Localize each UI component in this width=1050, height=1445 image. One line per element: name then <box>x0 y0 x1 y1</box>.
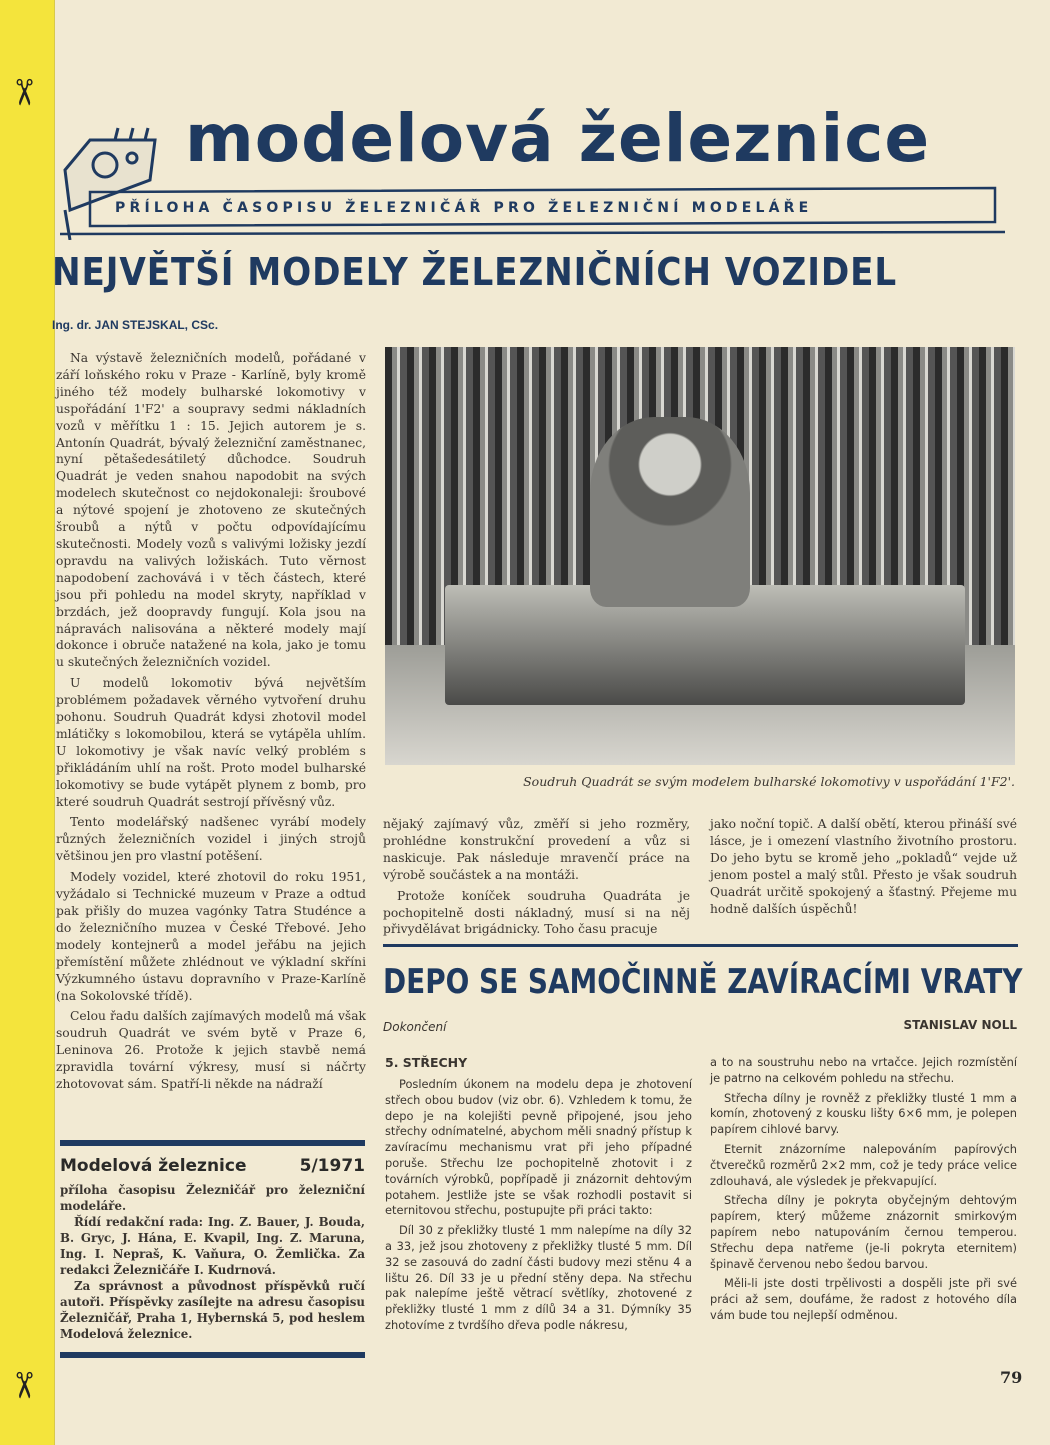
yellow-binding-strip <box>0 0 55 1445</box>
divider <box>383 944 1018 947</box>
article-photo <box>385 347 1015 765</box>
article2-headline: DEPO SE SAMOČINNĚ ZAVÍRACÍMI VRATY <box>383 962 1023 1002</box>
masthead-tagline: PŘÍLOHA ČASOPISU ŽELEZNIČÁŘ PRO ŽELEZNIČNÍ MODELÁŘE <box>115 200 813 216</box>
scissors-icon: ✂ <box>2 77 44 108</box>
control-box-icon <box>65 128 155 210</box>
paragraph: Tento modelářský nadšenec vyrábí modely různých železničních vozidel i jiných strojů většinou jen pro vlastní potěšení. <box>56 815 366 864</box>
paragraph: Protože koníček soudruha Quadráta je pochopitelně dosti nákladný, musí si na něj přivydělávat brigádnicky. Toho času pracuje <box>383 888 690 937</box>
paragraph: Celou řadu dalších zajímavých modelů má však soudruh Quadrát ve svém bytě v Praze 6, Leninova 26. Protože k jejich stavbě nemá zpravidla tovární výkresy, musí si náčrty zhotovovat sám. Spatří-li někde na nádraží <box>56 1009 366 1092</box>
paragraph: příloha časopisu Železničář pro železniční modeláře. <box>60 1183 365 1213</box>
paragraph: nějaký zajímavý vůz, změří si jeho rozměry, prohlédne konstrukční provedení a vůz si naskicuje. Pak následuje mravenčí práce na výrobě součástek a na montáži. <box>383 817 690 882</box>
paragraph: Na výstavě železničních modelů, pořádané v září loňského roku v Praze - Karlíně, byly kromě jiného též modely bulharské lokomotivy v uspořádání 1'F2' a soupravy sedmi nákladních vozů v měřítku 1 : 15. Jejich autorem je s. Antonín Quadrát, bývalý železniční zaměstnanec, nyní pětašedesátiletý důchodce. Soudruh Quadrát je veden snahou napodobit na svých modelech skutečnost co nejdokonaleji: šroubové a nýtové spojení je zhotoveno ze skutečných šroubů a nýtů v počtu odpovídajícímu skutečnosti. Modely vozů s valivými ložisky jezdí opravdu na valivých ložiskách. Tuto věrnost napodobení zachovává i v těch částech, které jsou při pohledu na model skryty, například v brzdách, jež doopravdy fungují. Kola jsou na nápravách nalisována a některé modely mají dokonce i obruče natažené na kola, jako je tomu u skutečných železničních vozidel. <box>56 351 366 670</box>
paragraph: Díl 30 z překližky tlusté 1 mm nalepíme na díly 32 a 33, jež jsou zhotoveny z překližky tlusté 5 mm. Díl 32 se zasouvá do zadní části budovy mezi stěnu 4 a lištu 26. Díl 33 je u přední stěny depa. Na střechu pak nalepíme ještě větrací světlíky, zhotovené z překližky tlusté 1 mm z dílů 34 a 31. Dýmníky 35 zhotovíme z tvrdšího dřeva podle nákresu, <box>385 1223 692 1332</box>
page-number: 79 <box>1000 1368 1023 1387</box>
imprint-box <box>60 1140 365 1358</box>
article-byline: Ing. dr. JAN STEJSKAL, CSc. <box>52 318 219 332</box>
paragraph: jako noční topič. A další obětí, kterou přináší své lásce, je i omezení vlastního životního prostoru. Do jeho bytu se kromě jeho „pokladů“ vejde už jenom postel a malý stůl. Přesto je však soudruh Quadrát určitě spokojený a šťastný. Přejeme mu hodně dalších úspěchů! <box>710 817 1017 916</box>
paragraph: Měli-li jste dosti trpělivosti a dospěli jste při své práci až sem, doufáme, že radost z hotového díla vám bude tou nejlepší odměnou. <box>710 1276 1017 1322</box>
paragraph: Eternit znázorníme nalepováním papírových čtverečků rozměrů 2×2 mm, což je tedy práce velice zdlouhavá, ale výsledek je překvapující. <box>710 1141 1017 1188</box>
paragraph: Střecha dílny je pokryta obyčejným dehtovým papírem, který můžeme znázornit smirkovým papírem nebo natupováním černou temperou. Střechu depa natřeme (je-li pokryta eternitem) špinavě červenou nebo šedou barvou. <box>710 1193 1017 1271</box>
paragraph: U modelů lokomotiv bývá největším problémem požadavek věrného vytvoření druhu pohonu. Soudruh Quadrát kdysi zhotovil model mlátičky s lokomobilou, která se vytápěla uhlím. U lokomotivy je však navíc velký problém s přikládáním uhlí na rošt. Proto model bulharské lokomotivy se bude vytápět plynem z bomb, pro které soudruh Quadrát sestrojí přívěsný vůz. <box>56 676 366 809</box>
masthead-title: modelová železnice <box>185 100 931 177</box>
paragraph: Střecha dílny je rovněž z překližky tlusté 1 mm a komín, zhotovený z kousku lišty 6×6 mm, je polepen papírem cihlové barvy. <box>710 1090 1017 1137</box>
imprint-issue: 5/1971 <box>299 1156 365 1176</box>
paragraph: Řídí redakční rada: Ing. Z. Bauer, J. Bouda, B. Gryc, J. Hána, E. Kvapil, Ing. Z. Maruna, Ing. I. Nepraš, K. Vaňura, O. Žemlička. Za redakci Železničáře I. Kudrnová. <box>60 1215 365 1277</box>
photo-caption: Soudruh Quadrát se svým modelem bulharské lokomotivy v uspořádání 1'F2'. <box>523 774 1015 789</box>
section-heading: 5. STŘECHY <box>385 1055 468 1070</box>
article2-column-2 <box>710 1055 1017 1324</box>
imprint-title: Modelová železnice <box>60 1156 247 1176</box>
article-right-column <box>710 816 1017 917</box>
continued-label: Dokončení <box>383 1020 447 1034</box>
scissors-icon: ✂ <box>2 1370 44 1401</box>
paragraph: Modely vozidel, které zhotovil do roku 1951, vyžádalo si Technické muzeum v Praze a odtud pak přišly do muzea vagónky Tatra Studénce a do železničního muzea v České Třebové. Jeho modely kontejnerů a model jeřábu na jejich přemístění můžete zhlédnout ve výkladní skříni Výzkumného ústavu dopravního v Praze-Karlíně (na Sokolovské třídě). <box>56 870 366 1003</box>
photo-modeller <box>590 417 750 607</box>
article-middle-column <box>383 816 690 938</box>
paragraph: a to na soustruhu nebo na vrtačce. Jejich rozmístění je patrno na celkovém pohledu na střechu. <box>710 1055 1017 1085</box>
divider <box>60 1352 365 1358</box>
article2-author: STANISLAV NOLL <box>903 1018 1017 1032</box>
article2-column-1 <box>385 1077 692 1334</box>
paragraph: Za správnost a původnost příspěvků ručí autoři. Příspěvky zasílejte na adresu časopisu Železničář, Praha 1, Hybernská 5, pod heslem Modelová železnice. <box>60 1279 365 1341</box>
divider <box>60 1140 365 1146</box>
paragraph: Posledním úkonem na modelu depa je zhotovení střech obou budov (viz obr. 6). Vzhledem k tomu, že depo je na kolejišti pevně připojené, jsou jeho střechy odnímatelné, abychom měli snadný přístup k zavíracímu mechanismu vrat při jeho případné poruše. Střechu lze pochopitelně zhotovit i z továrních výrobků, popřípadě ji znázornit dehtovým potahem. Jestliže jste se však rozhodli postavit si eternitovou střechu, postupujte při práci takto: <box>385 1077 692 1218</box>
article-headline: NEJVĚTŠÍ MODELY ŽELEZNIČNÍCH VOZIDEL <box>52 250 898 294</box>
article-left-column <box>56 350 366 1093</box>
